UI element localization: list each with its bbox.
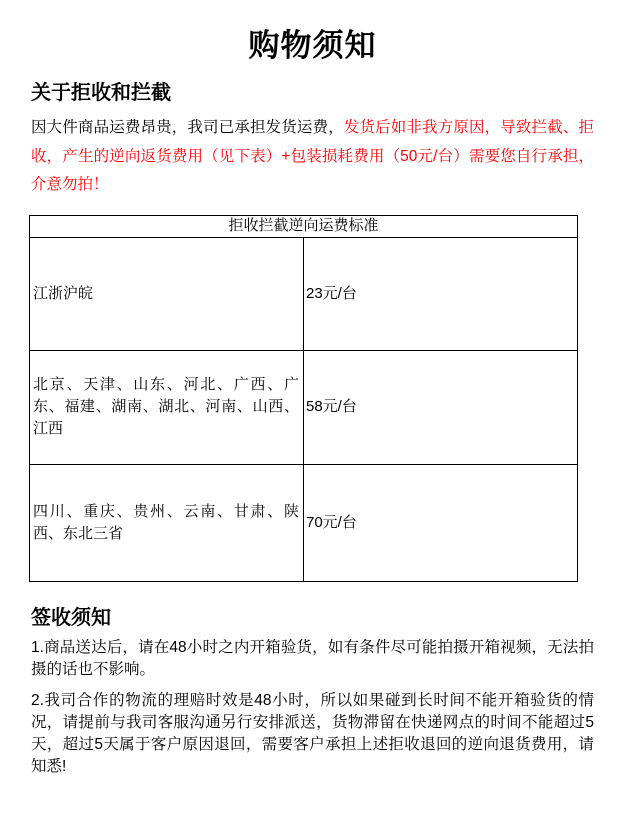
- price-cell: 58元/台: [304, 350, 578, 464]
- intro-text-black: 因大件商品运费昂贵，我司已承担发货运费，: [31, 119, 344, 136]
- table-row: [30, 464, 578, 581]
- table-row: [30, 350, 578, 464]
- price-cell: 70元/台: [304, 464, 578, 581]
- rejection-intro-paragraph: [31, 114, 594, 200]
- table-row: [30, 237, 578, 350]
- sign-notice-paragraph-2: 2.我司合作的物流的理赔时效是48小时，所以如果碰到长时间不能开箱验货的情况，请提前与我司客服沟通另行安排派送，货物滞留在快递网点的时间不能超过5天，超过5天属于客户原因退回，需要客户承担上述拒收退回的逆向退货费用，请知悉!: [31, 691, 594, 775]
- shipping-fee-table: [29, 215, 578, 582]
- fee-table-title-row: [30, 215, 578, 237]
- intro-text-red-warning: 发货后如非我方原因，导致拦截、拒收，产生的逆向返货费用（见下表）+包装损耗费用（50元/台）需要您自行承担，介意勿拍！: [31, 119, 594, 193]
- section-heading-sign: 签收须知: [31, 606, 111, 629]
- region-cell: 北京、天津、山东、河北、广西、广东、福建、湖南、湖北、河南、山西、江西: [30, 350, 304, 464]
- page-title: 购物须知: [248, 28, 377, 63]
- fee-table-title: 拒收拦截逆向运费标准: [30, 215, 578, 237]
- section-heading-rejection: 关于拒收和拦截: [31, 82, 171, 104]
- region-cell: 四川、重庆、贵州、云南、甘肃、陕西、东北三省: [30, 464, 304, 581]
- price-cell: 23元/台: [304, 237, 578, 350]
- region-cell: 江浙沪皖: [30, 237, 304, 350]
- sign-notice-paragraph-1: 1.商品送达后，请在48小时之内开箱验货，如有条件尽可能拍摄开箱视频，无法拍摄的话也不影响。: [31, 638, 594, 678]
